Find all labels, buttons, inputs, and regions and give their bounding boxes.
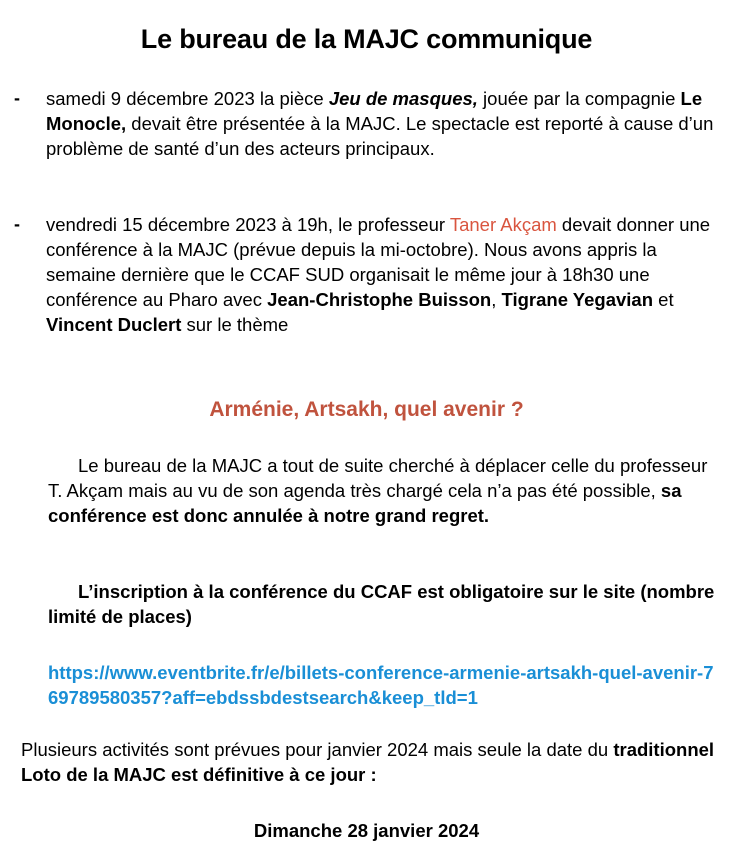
announcement-conference-text — [46, 212, 714, 337]
conference-text-part: vendredi 15 décembre 2023 à 19h, le professeur — [46, 214, 450, 235]
conference-text-part: , — [491, 289, 502, 310]
page-title: Le bureau de la MAJC communique — [140, 24, 593, 54]
announcement-play-text — [46, 86, 714, 161]
plans-text: Plusieurs activités sont prévues pour janvier 2024 mais seule la date du — [21, 739, 614, 760]
conference-text-part: devait donner une conférence à la MAJC (prévue depuis la mi-octobre). Nous avons appris la semaine dernière que le CCAF SUD organisait le même jour à 18h30 une conférence au Pharo avec — [46, 214, 711, 310]
inscription-note: L’inscription à la conférence du CCAF est obligatoire sur le site (nombre limité de places) — [48, 581, 715, 627]
play-text-part: samedi 9 décembre 2023 la pièce — [46, 88, 329, 109]
bullet-marker: - — [14, 214, 20, 234]
eventbrite-link[interactable]: https://www.eventbrite.fr/e/billets-conference-armenie-artsakh-quel-avenir-769789580357?aff=ebdssbdestsearch&keep_tld=1 — [48, 662, 714, 708]
play-text-part: devait être présentée à la MAJC. Le spectacle est reporté à cause d’un problème de santé d’un des acteurs principaux. — [46, 113, 714, 159]
conference-text-part: et — [653, 289, 674, 310]
bullet-marker: - — [14, 88, 20, 108]
guest-name: Tigrane Yegavian — [501, 289, 654, 310]
cancellation-text: Le bureau de la MAJC a tout de suite cherché à déplacer celle du professeur T. Akçam mais au vu de son agenda très chargé cela n’a pas été possible, — [48, 455, 708, 501]
plans-bold: traditionnel Loto de la MAJC est définitive à ce jour : — [21, 739, 715, 785]
eventbrite-link-paragraph — [48, 660, 718, 710]
play-title: Jeu de masques, — [328, 88, 478, 109]
conference-text-part: sur le thème — [181, 314, 289, 335]
company-name: Le Monocle, — [46, 88, 703, 134]
cancellation-bold: sa conférence est donc annulée à notre grand regret. — [48, 480, 682, 526]
play-text-part: jouée par la compagnie — [477, 88, 681, 109]
plans-paragraph — [21, 737, 721, 787]
cancellation-paragraph — [48, 453, 718, 528]
conference-theme-heading: Arménie, Artsakh, quel avenir ? — [209, 398, 524, 421]
loto-date: Dimanche 28 janvier 2024 — [253, 820, 480, 841]
guest-name: Vincent Duclert — [46, 314, 182, 335]
speaker-name: Taner Akçam — [449, 214, 557, 235]
guest-name: Jean-Christophe Buisson — [267, 289, 492, 310]
